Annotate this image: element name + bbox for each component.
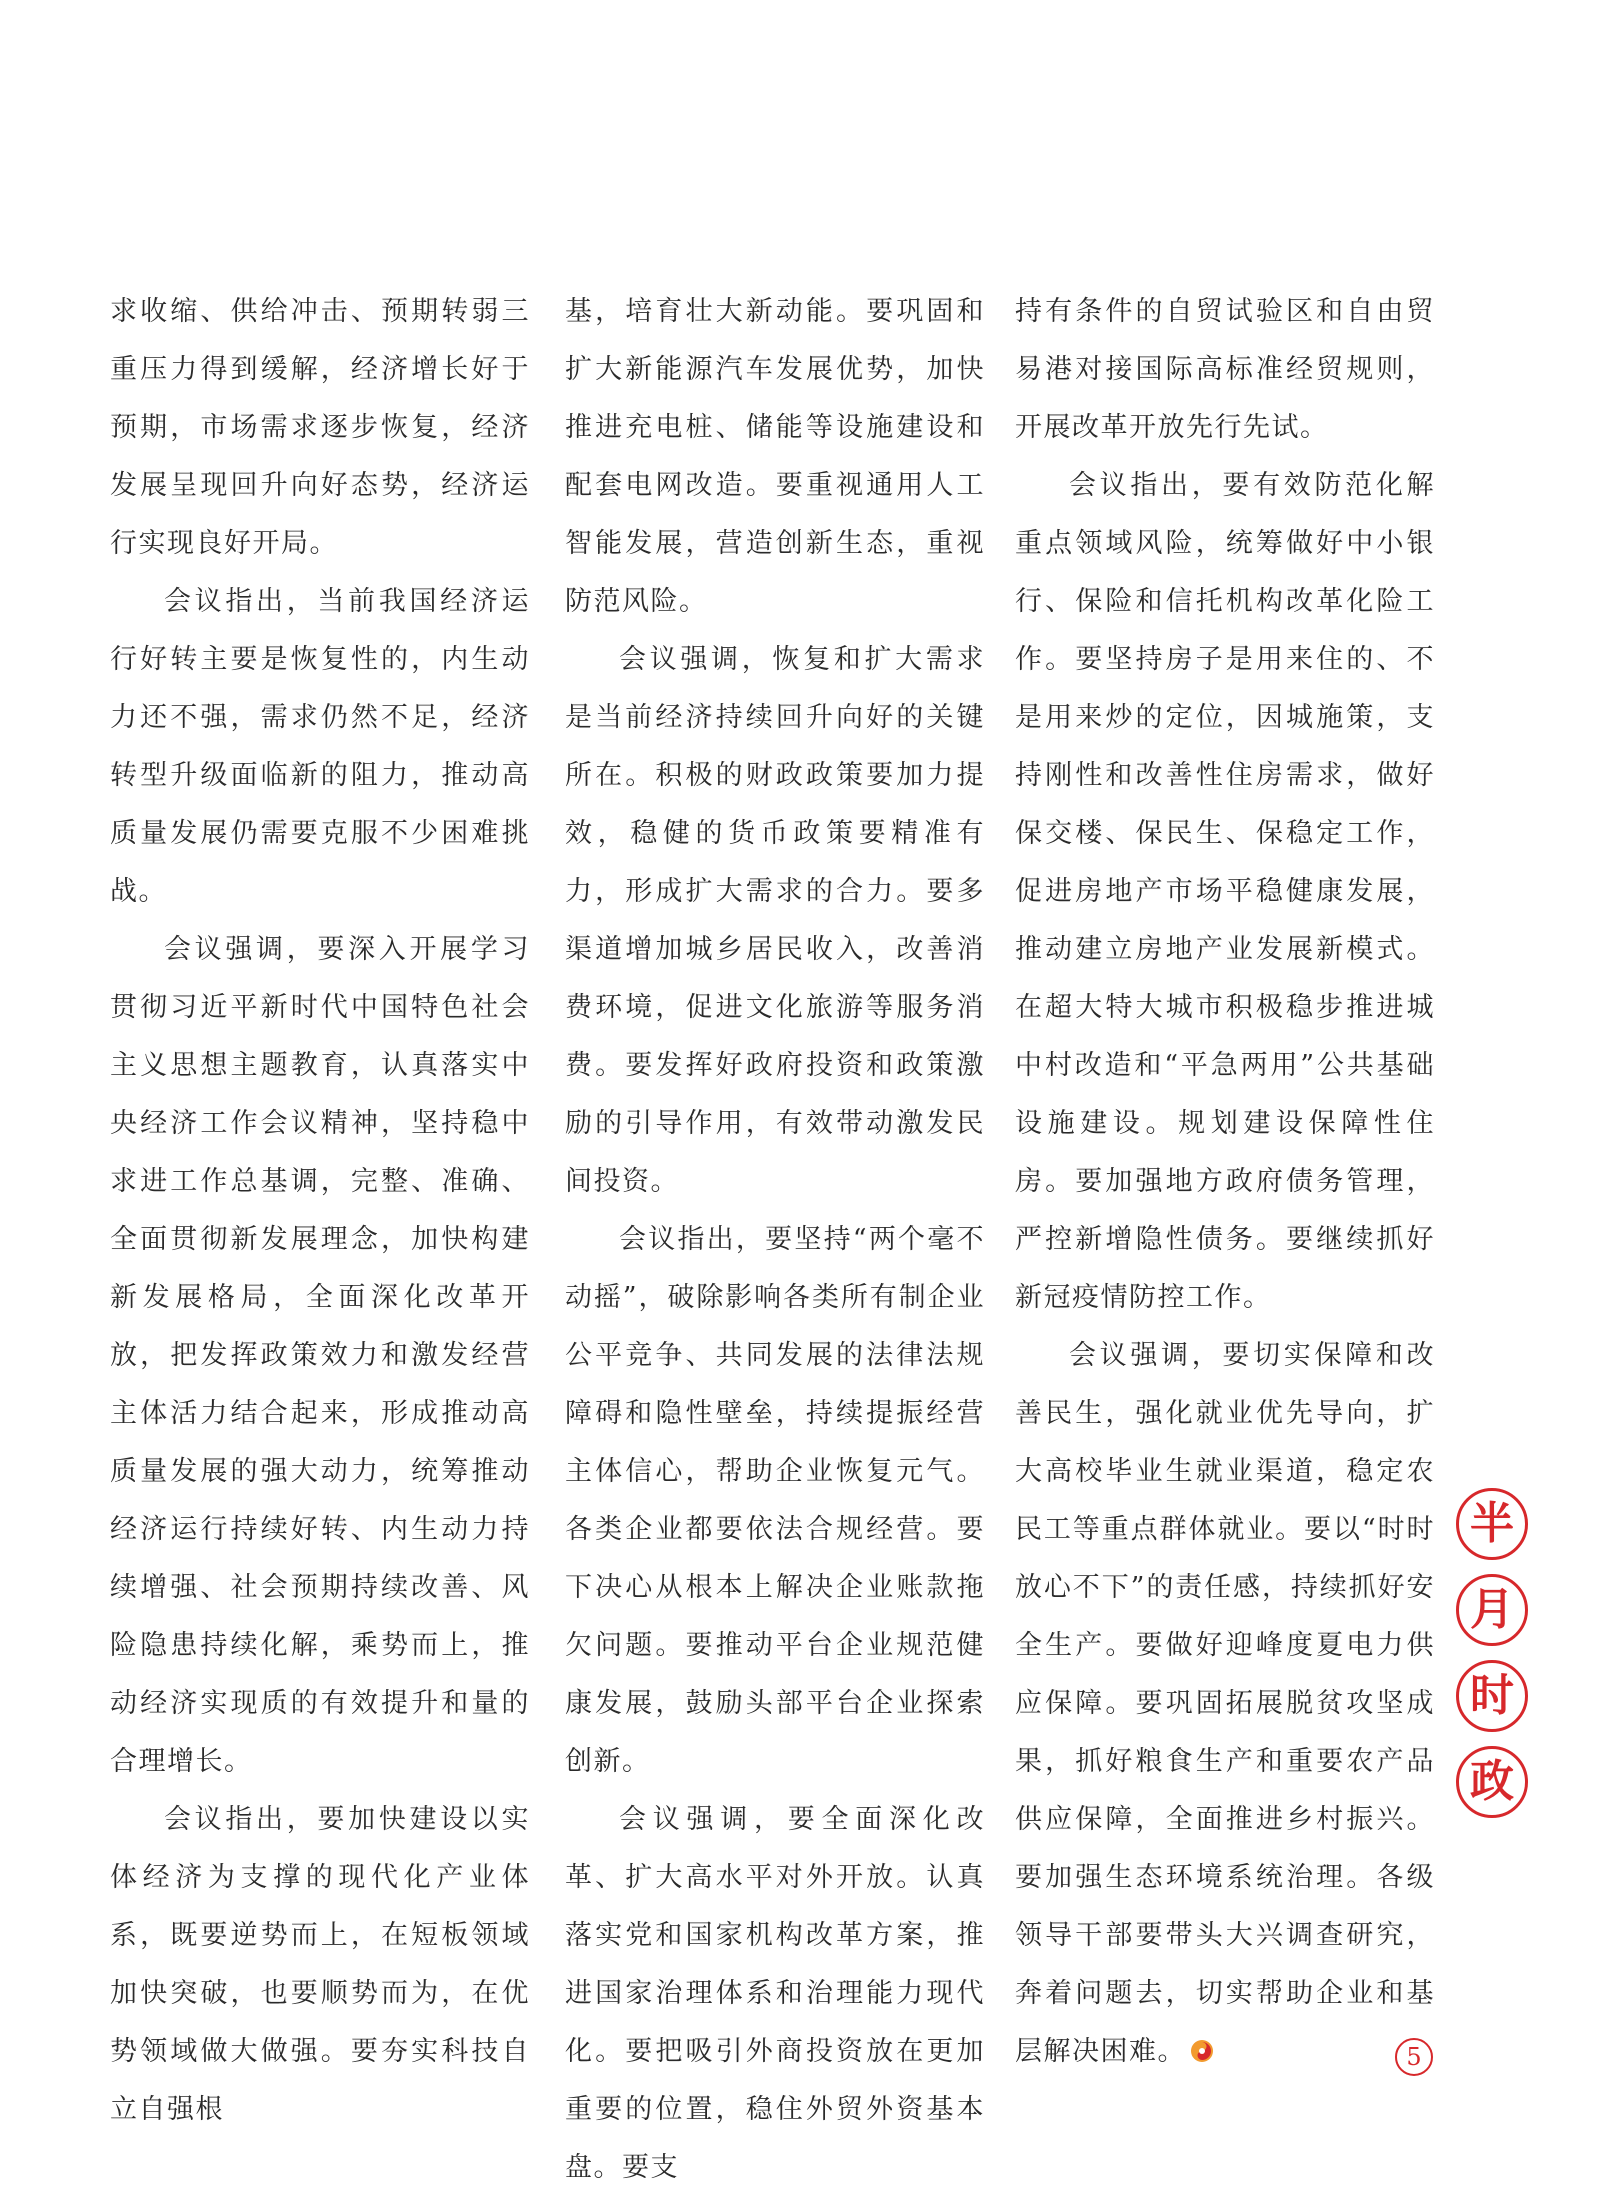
text-column-3 — [1015, 283, 1435, 2081]
page-number: 5 — [1395, 2038, 1433, 2076]
paragraph: 求收缩、供给冲击、预期转弱三重压力得到缓解，经济增长好于预期，市场需求逐步恢复，经济发展呈现回升向好态势，经济运行实现良好开局。 — [110, 296, 530, 559]
paragraph: 会议强调，要全面深化改革、扩大高水平对外开放。认真落实党和国家机构改革方案，推进国家治理体系和治理能力现代化。要把吸引外商投资放在更加重要的位置，稳住外贸外资基本盘。要支 — [565, 1804, 985, 2183]
paragraph: 持有条件的自贸试验区和自由贸易港对接国际高标准经贸规则，开展改革开放先行先试。 — [1015, 296, 1435, 443]
paragraph: 会议强调，恢复和扩大需求是当前经济持续回升向好的关键所在。积极的财政政策要加力提效，稳健的货币政策要精准有力，形成扩大需求的合力。要多渠道增加城乡居民收入，改善消费环境，促进文化旅游等服务消费。要发挥好政府投资和政策激励的引导作用，有效带动激发民间投资。 — [565, 644, 985, 1197]
paragraph: 会议指出，要坚持“两个毫不动摇”，破除影响各类所有制企业公平竞争、共同发展的法律法规障碍和隐性壁垒，持续提振经营主体信心，帮助企业恢复元气。各类企业都要依法合规经营。要下决心从根本上解决企业账款拖欠问题。要推动平台企业规范健康发展，鼓励头部平台企业探索创新。 — [565, 1224, 985, 1777]
paragraph: 会议指出，当前我国经济运行好转主要是恢复性的，内生动力还不强，需求仍然不足，经济转型升级面临新的阻力，推动高质量发展仍需要克服不少困难挑战。 — [110, 586, 530, 907]
text-column-1 — [110, 283, 530, 2139]
column-title-char: 时 — [1456, 1660, 1528, 1732]
column-title-char: 半 — [1456, 1488, 1528, 1560]
paragraph — [1015, 1327, 1435, 2081]
column-title-vertical — [1456, 1488, 1530, 1832]
paragraph: 基，培育壮大新动能。要巩固和扩大新能源汽车发展优势，加快推进充电桩、储能等设施建设和配套电网改造。要重视通用人工智能发展，营造创新生态，重视防范风险。 — [565, 296, 985, 617]
column-title-char: 政 — [1456, 1746, 1528, 1818]
text-column-2 — [565, 283, 985, 2197]
article-end-icon — [1189, 2038, 1215, 2064]
paragraph: 会议指出，要有效防范化解重点领域风险，统筹做好中小银行、保险和信托机构改革化险工作。要坚持房子是用来住的、不是用来炒的定位，因城施策，支持刚性和改善性住房需求，做好保交楼、保民生、保稳定工作，促进房地产市场平稳健康发展，推动建立房地产业发展新模式。在超大特大城市积极稳步推进城中村改造和“平急两用”公共基础设施建设。规划建设保障性住房。要加强地方政府债务管理，严控新增隐性债务。要继续抓好新冠疫情防控工作。 — [1015, 470, 1435, 1313]
column-title-char: 月 — [1456, 1574, 1528, 1646]
paragraph: 会议强调，要深入开展学习贯彻习近平新时代中国特色社会主义思想主题教育，认真落实中央经济工作会议精神，坚持稳中求进工作总基调，完整、准确、全面贯彻新发展理念，加快构建新发展格局，全面深化改革开放，把发挥政策效力和激发经营主体活力结合起来，形成推动高质量发展的强大动力，统筹推动经济运行持续好转、内生动力持续增强、社会预期持续改善、风险隐患持续化解，乘势而上，推动经济实现质的有效提升和量的合理增长。 — [110, 934, 530, 1777]
paragraph: 会议指出，要加快建设以实体经济为支撑的现代化产业体系，既要逆势而上，在短板领域加快突破，也要顺势而为，在优势领域做大做强。要夯实科技自立自强根 — [110, 1804, 530, 2125]
paragraph-text: 会议强调，要切实保障和改善民生，强化就业优先导向，扩大高校毕业生就业渠道，稳定农民工等重点群体就业。要以“时时放心不下”的责任感，持续抓好安全生产。要做好迎峰度夏电力供应保障。要巩固拓展脱贫攻坚成果，抓好粮食生产和重要农产品供应保障，全面推进乡村振兴。要加强生态环境系统治理。各级领导干部要带头大兴调查研究，奔着问题去，切实帮助企业和基层解决困难。 — [1015, 1340, 1435, 2067]
